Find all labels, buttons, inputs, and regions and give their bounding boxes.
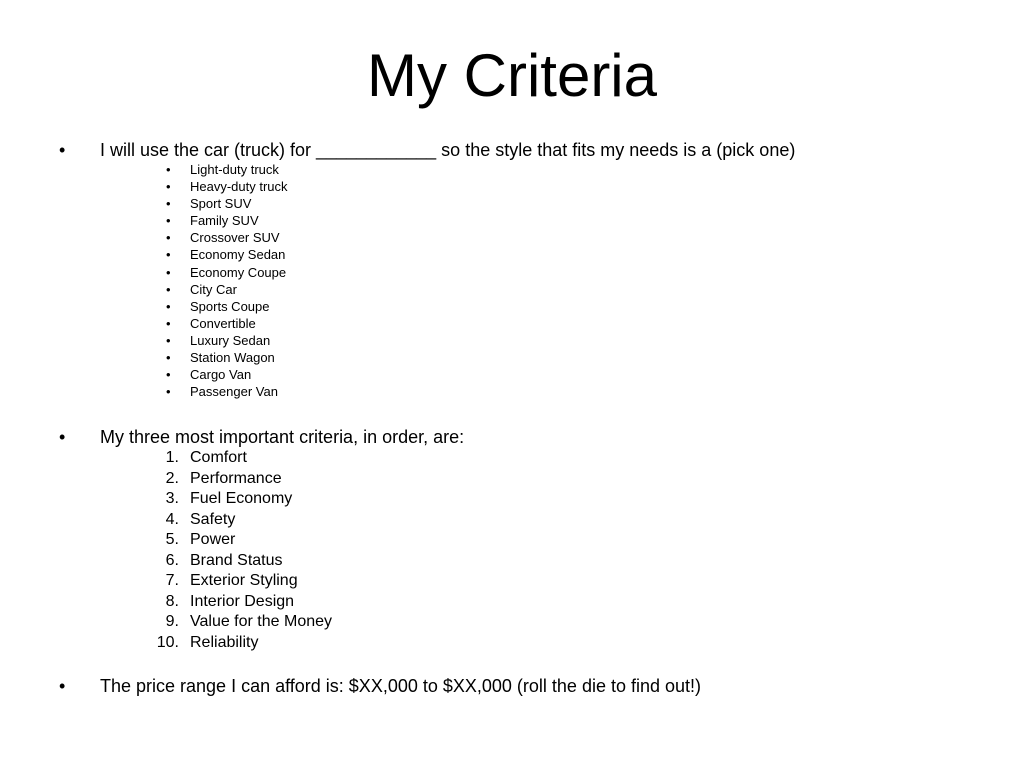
list-item-label: Interior Design xyxy=(190,592,295,610)
list-item-label: Economy Coupe xyxy=(190,264,287,280)
bullet-marker: • xyxy=(166,247,171,263)
bullet-text: I will use the car (truck) for ____________ so the style that fits my needs is a (pick one) xyxy=(100,140,796,160)
list-item-label: Power xyxy=(190,531,236,548)
list-number: 5. xyxy=(165,531,179,548)
list-item-label: Crossover SUV xyxy=(190,230,280,246)
bullet-marker: • xyxy=(166,213,171,229)
list-item-label: Reliability xyxy=(190,633,259,651)
list-number: 10. xyxy=(156,633,179,651)
list-number: 2. xyxy=(165,469,179,487)
list-item-label: Cargo Van xyxy=(190,367,252,383)
bullet-marker: • xyxy=(166,332,171,348)
list-item-label: Station Wagon xyxy=(190,350,275,366)
list-item-label: Exterior Styling xyxy=(190,572,298,589)
list-item-label: Economy Sedan xyxy=(190,247,286,263)
bullet-marker: • xyxy=(166,281,171,297)
list-item-label: Light-duty truck xyxy=(190,162,279,177)
list-number: 7. xyxy=(165,572,179,589)
list-item-label: Safety xyxy=(190,510,236,528)
list-number: 8. xyxy=(165,592,179,610)
list-item-label: Value for the Money xyxy=(190,613,333,630)
list-item-label: Heavy-duty truck xyxy=(190,179,288,195)
list-number: 1. xyxy=(165,449,179,466)
list-number: 6. xyxy=(165,551,179,569)
bullet-marker: • xyxy=(166,196,171,212)
list-item-label: City Car xyxy=(190,281,237,297)
list-item-label: Sport SUV xyxy=(190,196,252,212)
list-number: 9. xyxy=(165,613,179,630)
list-item-label: Sports Coupe xyxy=(190,298,270,314)
list-item-label: Luxury Sedan xyxy=(190,332,271,348)
list-item-label: Passenger Van xyxy=(190,384,278,400)
bullet-marker: • xyxy=(166,230,171,246)
bullet-marker: • xyxy=(166,315,171,331)
bullet-marker: • xyxy=(166,350,171,366)
bullet-marker: • xyxy=(59,676,66,696)
bullet-marker: • xyxy=(166,264,171,280)
list-item-label: Family SUV xyxy=(190,213,259,229)
bullet-text: My three most important criteria, in order, are: xyxy=(100,427,465,447)
bullet-marker: • xyxy=(166,298,171,314)
list-number: 3. xyxy=(165,490,179,507)
bullet-marker: • xyxy=(59,140,66,160)
bullet-marker: • xyxy=(166,367,171,383)
list-number: 4. xyxy=(165,510,179,528)
list-item-label: Performance xyxy=(190,469,282,487)
bullet-marker: • xyxy=(166,162,171,177)
bullet-marker: • xyxy=(166,384,171,400)
list-item-label: Brand Status xyxy=(190,551,283,569)
bullet-marker: • xyxy=(166,179,171,195)
list-item-label: Convertible xyxy=(190,315,256,331)
list-item-label: Comfort xyxy=(190,449,247,466)
bullet-marker: • xyxy=(59,427,66,447)
slide-title: My Criteria xyxy=(366,42,657,109)
bullet-text: The price range I can afford is: $XX,000 to $XX,000 (roll the die to find out!) xyxy=(100,676,702,696)
list-item-label: Fuel Economy xyxy=(190,490,293,507)
